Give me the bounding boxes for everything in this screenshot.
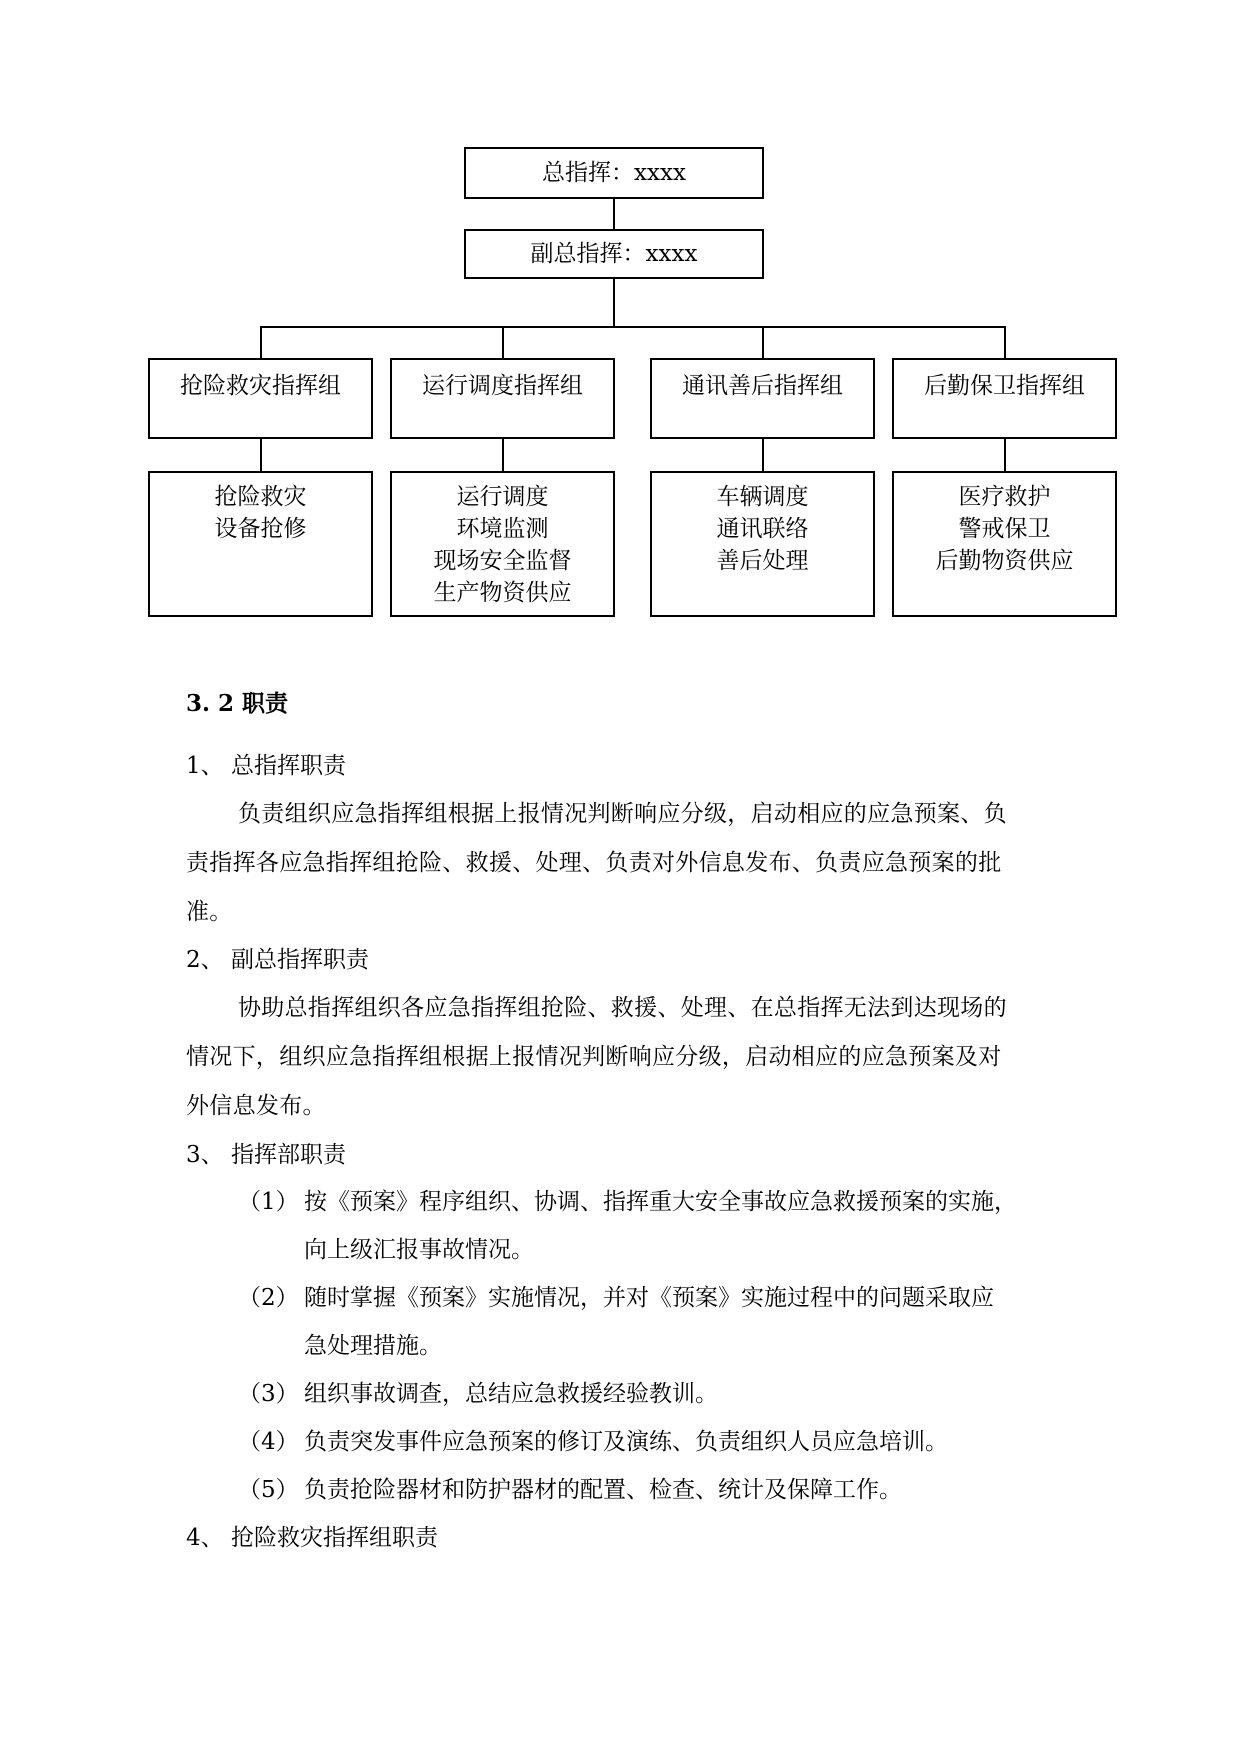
group-box-logistics xyxy=(892,358,1117,439)
duty-item: 车辆调度 xyxy=(716,484,809,510)
connector-group-duty-1 xyxy=(260,438,262,472)
item-paragraph-1 xyxy=(186,790,1046,937)
subitem-number: （3） xyxy=(238,1381,299,1407)
duty-item: 运行调度 xyxy=(456,484,549,510)
duty-item: 设备抢修 xyxy=(214,516,307,542)
group-name: 运行调度指挥组 xyxy=(422,373,583,399)
commander-label: 总指挥：xxxx xyxy=(542,160,686,186)
duty-box-logistics xyxy=(892,471,1117,617)
org-chart xyxy=(0,0,1241,640)
group-name: 抢险救灾指挥组 xyxy=(180,373,341,399)
duty-item: 抢险救灾 xyxy=(214,484,307,510)
subitem-number: （5） xyxy=(238,1477,299,1503)
subitem-number: （4） xyxy=(238,1429,299,1455)
connector-group-duty-2 xyxy=(502,438,504,472)
paragraph-line: 外信息发布。 xyxy=(186,1093,326,1119)
connector-bus-group-3 xyxy=(762,326,764,358)
paragraph-line: 准。 xyxy=(186,899,233,925)
subitem-number: （1） xyxy=(238,1189,299,1215)
item-title-3: 3、 指挥部职责 xyxy=(186,1142,346,1168)
group-name: 后勤保卫指挥组 xyxy=(924,373,1085,399)
connector-group-duty-3 xyxy=(762,438,764,472)
duty-box-communication xyxy=(650,471,875,617)
group-box-communication xyxy=(650,358,875,439)
paragraph-line: 责指挥各应急指挥组抢险、救援、处理、负责对外信息发布、负责应急预案的批 xyxy=(186,850,1002,876)
connector-bus-group-1 xyxy=(260,326,262,358)
subitem-line: 负责突发事件应急预案的修订及演练、负责组织人员应急培训。 xyxy=(304,1429,948,1455)
duty-box-rescue xyxy=(148,471,373,617)
subitem-line: 按《预案》程序组织、协调、指挥重大安全事故应急救援预案的实施， xyxy=(304,1189,1017,1215)
connector-deputy-bus xyxy=(613,277,615,327)
paragraph-line: 负责组织应急指挥组根据上报情况判断响应分级，启动相应的应急预案、负 xyxy=(238,801,1007,827)
deputy-commander-label: 副总指挥：xxxx xyxy=(530,241,698,267)
connector-bus xyxy=(260,326,1006,328)
connector-bus-group-4 xyxy=(1004,326,1006,358)
duty-item: 警戒保卫 xyxy=(958,516,1051,542)
subitem-line: 负责抢险器材和防护器材的配置、检查、统计及保障工作。 xyxy=(304,1477,902,1503)
subitem-line: 向上级汇报事故情况。 xyxy=(304,1237,534,1263)
paragraph-line: 情况下，组织应急指挥组根据上报情况判断响应分级，启动相应的应急预案及对 xyxy=(186,1044,1002,1070)
duty-item: 环境监测 xyxy=(456,516,549,542)
group-name: 通讯善后指挥组 xyxy=(682,373,843,399)
subitem-line: 随时掌握《预案》实施情况，并对《预案》实施过程中的问题采取应 xyxy=(304,1285,994,1311)
item-paragraph-2 xyxy=(186,984,1046,1131)
duty-item: 善后处理 xyxy=(716,548,809,574)
connector-commander-deputy xyxy=(613,199,615,231)
paragraph-line: 协助总指挥组织各应急指挥组抢险、救援、处理、在总指挥无法到达现场的 xyxy=(238,995,1007,1021)
deputy-commander-box xyxy=(464,229,764,279)
connector-group-duty-4 xyxy=(1004,438,1006,472)
subitem-line: 急处理措施。 xyxy=(304,1333,442,1359)
item-title-4: 4、 抢险救灾指挥组职责 xyxy=(186,1525,438,1551)
duty-item: 通讯联络 xyxy=(716,516,809,542)
item-title-1: 1、 总指挥职责 xyxy=(186,753,346,779)
duty-box-dispatch xyxy=(390,471,615,617)
duty-item: 生产物资供应 xyxy=(433,580,572,606)
item-title-2: 2、 副总指挥职责 xyxy=(186,947,369,973)
subitem-number: （2） xyxy=(238,1285,299,1311)
duty-item: 现场安全监督 xyxy=(433,548,572,574)
connector-bus-group-2 xyxy=(502,326,504,358)
group-box-rescue xyxy=(148,358,373,439)
commander-box xyxy=(464,147,764,199)
duty-item: 后勤物资供应 xyxy=(935,548,1074,574)
section-heading: 3. 2 职责 xyxy=(186,690,289,717)
group-box-dispatch xyxy=(390,358,615,439)
subitem-line: 组织事故调查，总结应急救援经验教训。 xyxy=(304,1381,718,1407)
duty-item: 医疗救护 xyxy=(958,484,1051,510)
